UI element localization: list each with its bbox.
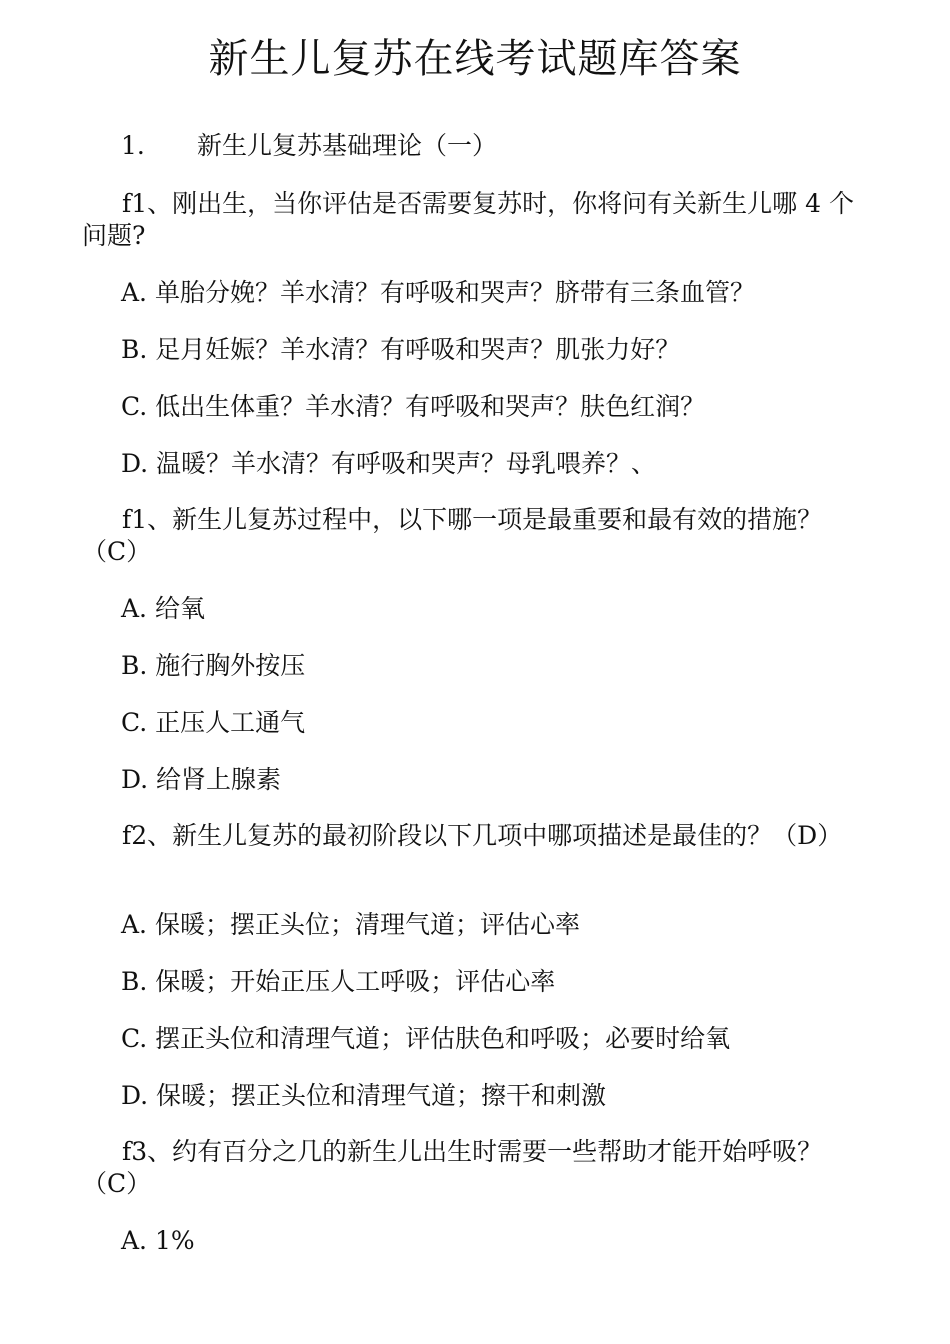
question-3-option-c: C. 摆正头位和清理气道；评估肤色和呼吸；必要时给氧 [121,1024,731,1053]
question-1-option-c: C. 低出生体重？羊水清？有呼吸和哭声？肤色红润？ [121,392,706,421]
question-2-option-d: D. 给肾上腺素 [121,765,282,794]
section-heading [121,130,497,162]
question-1: f1、刚出生，当你评估是否需要复苏时，你将问有关新生儿哪 4 个问题? [82,189,854,250]
question-2-option-b: B. 施行胸外按压 [121,651,306,680]
section-number: 1. [121,131,145,160]
question-3: f2、新生儿复苏的最初阶段以下几项中哪项描述是最佳的？（D） [122,821,843,850]
question-2-option-a: A. 给氧 [121,594,205,623]
question-4: f3、约有百分之几的新生儿出生时需要一些帮助才能开始呼吸？（C） [82,1137,823,1198]
question-1-option-d: D. 温暖？羊水清？有呼吸和哭声？母乳喂养？、 [121,449,657,478]
question-3-option-d: D. 保暖；摆正头位和清理气道；擦干和刺激 [121,1081,607,1110]
question-2-option-c: C. 正压人工通气 [121,708,306,737]
section-label: 新生儿复苏基础理论（一） [197,131,498,160]
question-2: f1、新生儿复苏过程中，以下哪一项是最重要和最有效的措施？（C） [82,505,823,566]
question-1-option-b: B. 足月妊娠？羊水清？有呼吸和哭声？肌张力好？ [121,335,681,364]
question-3-option-b: B. 保暖；开始正压人工呼吸；评估心率 [121,967,556,996]
document-title: 新生儿复苏在线考试题库答案 [208,36,742,82]
question-3-option-a: A. 保暖；摆正头位；清理气道；评估心率 [121,910,580,939]
question-1-option-a: A. 单胎分娩？羊水清？有呼吸和哭声？脐带有三条血管？ [121,278,755,307]
question-4-option-a: A. 1% [121,1226,195,1255]
